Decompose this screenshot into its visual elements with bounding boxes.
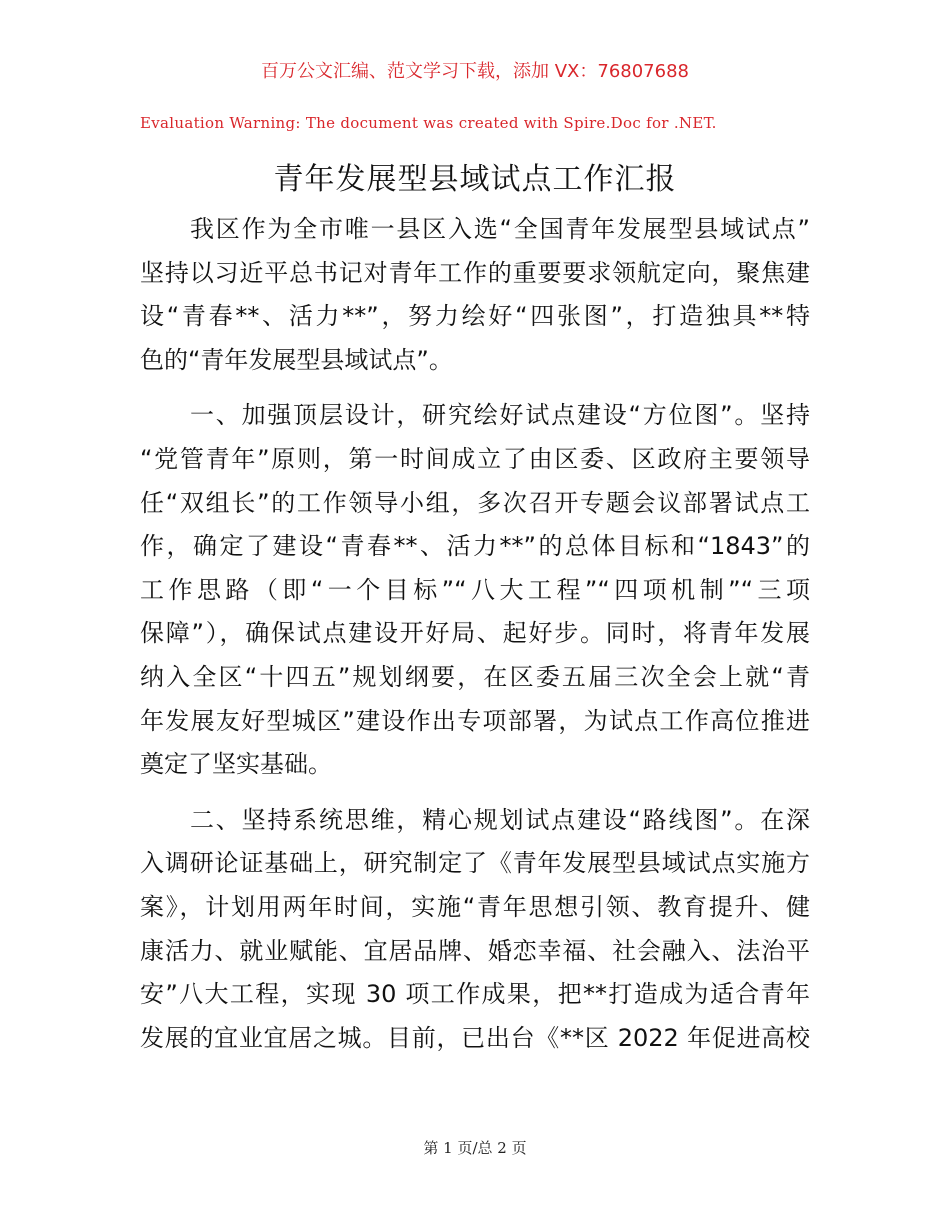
page-footer: 第 1 页/总 2 页 (423, 1139, 527, 1157)
paragraph-line: 安”八大工程，实现 30 项工作成果，把**打造成为适合青年 (140, 980, 810, 1009)
paragraph-line: 年发展友好型城区”建设作出专项部署，为试点工作高位推进 (140, 706, 810, 735)
paragraph (140, 208, 810, 382)
paragraph (140, 394, 810, 786)
document-title: 青年发展型县域试点工作汇报 (273, 162, 677, 197)
paragraph-line: 保障”），确保试点建设开好局、起好步。同时，将青年发展 (140, 619, 810, 648)
paragraph-line: 二、坚持系统思维，精心规划试点建设“路线图”。在深 (190, 805, 810, 834)
paragraph-line: 我区作为全市唯一县区入选“全国青年发展型县域试点” (190, 215, 810, 243)
paragraph-line: 发展的宜业宜居之城。目前，已出台《**区 2022 年促进高校 (140, 1023, 810, 1052)
paragraph-line: 入调研论证基础上，研究制定了《青年发展型县域试点实施方 (140, 849, 810, 878)
paragraph-line: 作，确定了建设“青春**、活力**”的总体目标和“1843”的 (140, 532, 810, 561)
paragraph-line: “党管青年”原则，第一时间成立了由区委、区政府主要领导 (140, 444, 810, 473)
paragraph-line: 色的“青年发展型县域试点”。 (140, 345, 453, 374)
paragraph-line: 奠定了坚实基础。 (140, 750, 332, 779)
paragraph (140, 799, 810, 1061)
paragraph-line: 设“青春**、活力**”，努力绘好“四张图”，打造独具**特 (140, 302, 810, 331)
paragraph-line: 案》，计划用两年时间，实施“青年思想引领、教育提升、健 (140, 892, 810, 921)
download-banner: 百万公文汇编、范文学习下载，添加 VX：76807688 (261, 61, 689, 82)
paragraph-line: 坚持以习近平总书记对青年工作的重要要求领航定向，聚焦建 (140, 258, 810, 287)
paragraph-line: 康活力、就业赋能、宜居品牌、婚恋幸福、社会融入、法治平 (140, 936, 810, 965)
paragraph-line: 一、加强顶层设计，研究绘好试点建设“方位图”。坚持 (190, 401, 810, 430)
paragraph-line: 纳入全区“十四五”规划纲要，在区委五届三次全会上就“青 (140, 662, 810, 691)
paragraph-line: 任“双组长”的工作领导小组，多次召开专题会议部署试点工 (140, 488, 810, 517)
document-body (140, 208, 810, 1072)
evaluation-warning: Evaluation Warning: The document was created with Spire.Doc for .NET. (140, 114, 717, 132)
paragraph-line: 工作思路（即“一个目标”“八大工程”“四项机制”“三项 (140, 575, 810, 604)
